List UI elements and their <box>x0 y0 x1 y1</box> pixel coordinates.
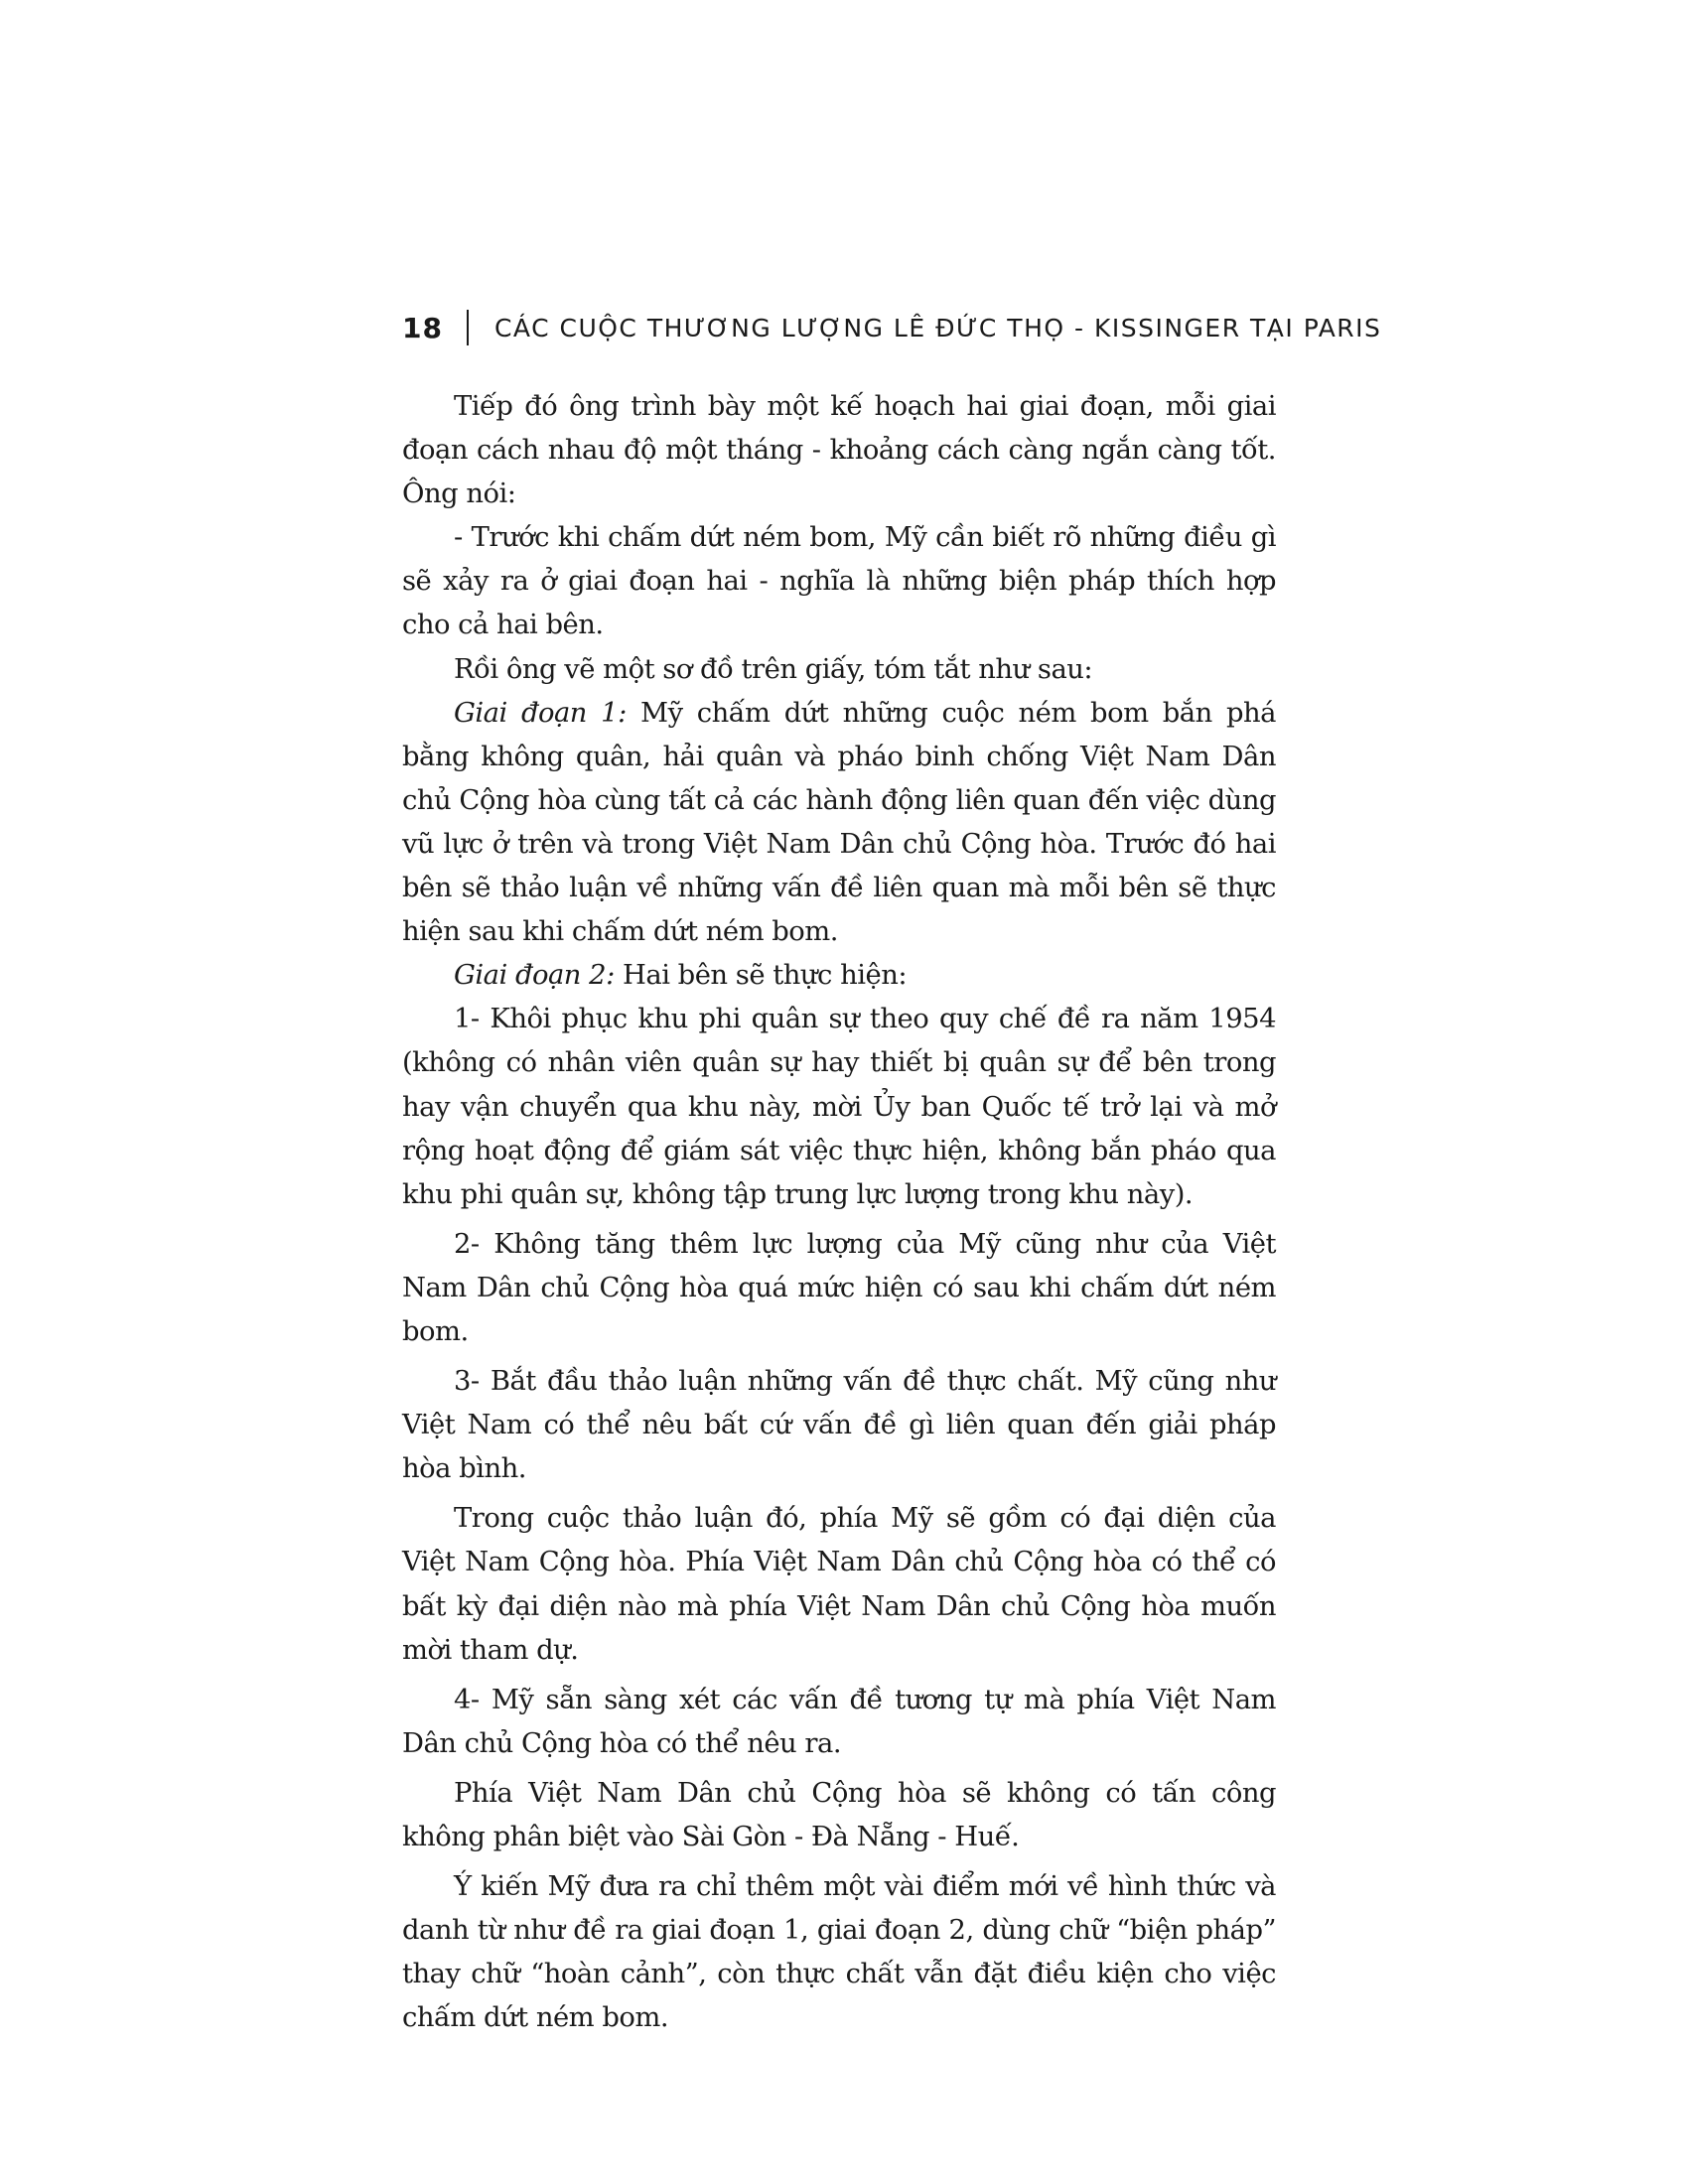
paragraph <box>402 998 1276 1216</box>
paragraph <box>402 385 1276 516</box>
paragraph-text: Mỹ chấm dứt những cuộc ném bom bắn phá bằng không quân, hải quân và pháo binh chống Việt Nam Dân chủ Cộng hòa cùng tất cả các hành động liên quan đến việc dùng vũ lực ở trên và trong Việt Nam Dân chủ Cộng hòa. Trước đó hai bên sẽ thảo luận về những vấn đề liên quan mà mỗi bên sẽ thực hiện sau khi chấm dứt ném bom. <box>402 697 1276 948</box>
running-title: CÁC CUỘC THƯƠNG LƯỢNG LÊ ĐỨC THỌ - KISSINGER TẠI PARIS <box>493 313 1382 342</box>
paragraph-text: 4- Mỹ sẵn sàng xét các vấn đề tương tự mà phía Việt Nam Dân chủ Cộng hòa có thể nêu ra. <box>402 1684 1276 1759</box>
paragraph <box>402 648 1276 692</box>
page-number: 18 <box>402 311 443 344</box>
paragraph <box>402 1772 1276 1859</box>
paragraph <box>402 1679 1276 1766</box>
stage-label: Giai đoạn 2: <box>454 960 615 992</box>
paragraph <box>402 516 1276 647</box>
paragraph-text: 3- Bắt đầu thảo luận những vấn đề thực chất. Mỹ cũng như Việt Nam có thể nêu bất cứ vấn đề gì liên quan đến giải pháp hòa bình. <box>402 1366 1276 1485</box>
paragraph-text: Phía Việt Nam Dân chủ Cộng hòa sẽ không có tấn công không phân biệt vào Sài Gòn - Đà Nẵng - Huế. <box>402 1777 1276 1852</box>
paragraph-text: Ý kiến Mỹ đưa ra chỉ thêm một vài điểm mới về hình thức và danh từ như đề ra giai đoạn 1, giai đoạn 2, dùng chữ “biện pháp” thay chữ “hoàn cảnh”, còn thực chất vẫn đặt điều kiện cho việc chấm dứt ném bom. <box>402 1871 1276 2034</box>
body-text <box>402 385 1276 2040</box>
paragraph <box>402 692 1276 955</box>
page-header <box>402 303 1381 352</box>
paragraph <box>402 1865 1276 2040</box>
paragraph-text: Rồi ông vẽ một sơ đồ trên giấy, tóm tắt như sau: <box>454 653 1093 685</box>
paragraph-text: Trong cuộc thảo luận đó, phía Mỹ sẽ gồm có đại diện của Việt Nam Cộng hòa. Phía Việt Nam Dân chủ Cộng hòa có thể có bất kỳ đại diện nào mà phía Việt Nam Dân chủ Cộng hòa muốn mời tham dự. <box>402 1503 1276 1666</box>
header-divider <box>467 310 469 345</box>
paragraph <box>402 1223 1276 1354</box>
paragraph <box>402 1360 1276 1491</box>
paragraph <box>402 1497 1276 1672</box>
paragraph <box>402 954 1276 998</box>
paragraph-text: 1- Khôi phục khu phi quân sự theo quy chế đề ra năm 1954 (không có nhân viên quân sự hay thiết bị quân sự để bên trong hay vận chuyển qua khu này, mời Ủy ban Quốc tế trở lại và mở rộng hoạt động để giám sát việc thực hiện, không bắn pháo qua khu phi quân sự, không tập trung lực lượng trong khu này). <box>402 1004 1276 1210</box>
paragraph-text: - Trước khi chấm dứt ném bom, Mỹ cần biết rõ những điều gì sẽ xảy ra ở giai đoạn hai - nghĩa là những biện pháp thích hợp cho cả hai bên. <box>402 522 1276 641</box>
paragraph-text: Tiếp đó ông trình bày một kế hoạch hai giai đoạn, mỗi giai đoạn cách nhau độ một tháng - khoảng cách càng ngắn càng tốt. Ông nói: <box>402 391 1276 510</box>
paragraph-text: Hai bên sẽ thực hiện: <box>614 960 908 992</box>
stage-label: Giai đoạn 1: <box>454 697 627 729</box>
paragraph-text: 2- Không tăng thêm lực lượng của Mỹ cũng như của Việt Nam Dân chủ Cộng hòa quá mức hiện có sau khi chấm dứt ném bom. <box>402 1228 1276 1347</box>
